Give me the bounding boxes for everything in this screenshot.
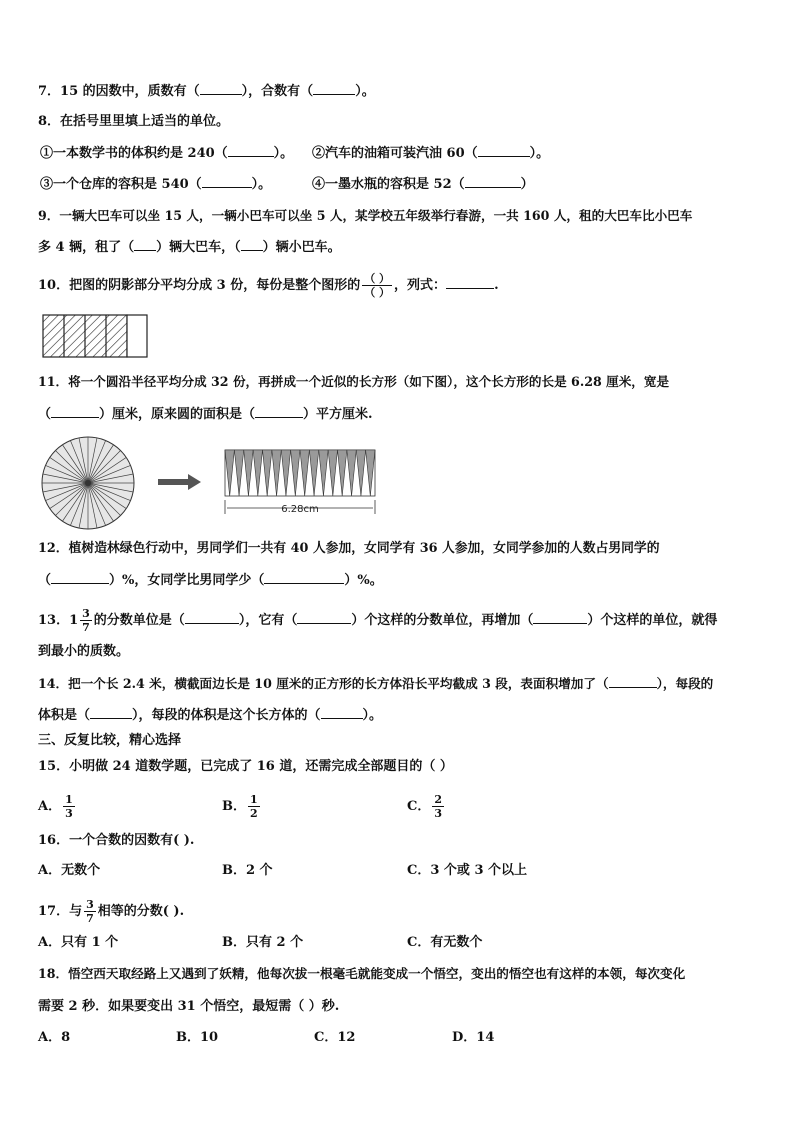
fraction-numerator: 3: [82, 607, 90, 620]
q17-option-a[interactable]: A．只有 1 个: [38, 935, 119, 950]
q13-text: ），它有（: [238, 613, 298, 628]
q9-line1: 9．一辆大巴车可以坐 15 人，一辆小巴车可以坐 5 人，某学校五年级举行春游，一共 160 人，租的大巴车比小巴车: [38, 208, 693, 223]
fraction-denominator: 3: [434, 807, 443, 820]
q9-text: ）辆大巴车，（: [156, 240, 241, 255]
question-17: [38, 898, 184, 925]
q18-option-b[interactable]: B．10: [176, 1030, 219, 1045]
answer-blank[interactable]: [609, 675, 657, 688]
option-label: B．: [222, 799, 246, 814]
answer-blank[interactable]: [297, 611, 351, 624]
fraction: [84, 898, 96, 925]
q11-line1: 11．将一个圆沿半径平均分成 32 份，再拼成一个近似的长方形（如下图），这个长方形的长是 6.28 厘米，宽是: [38, 374, 670, 389]
answer-blank[interactable]: [255, 405, 303, 418]
q18-option-d[interactable]: D．14: [452, 1030, 495, 1045]
q15-option-c[interactable]: [407, 793, 446, 820]
q18-option-a[interactable]: A．8: [38, 1030, 71, 1045]
q8-item-1: [40, 144, 293, 163]
q10-stem: 10．把图的阴影部分平均分成 3 份，每份是整个图形的: [38, 278, 361, 293]
question-10: [38, 272, 499, 299]
q14-line1: [38, 675, 713, 693]
rearranged-rectangle-figure: [222, 448, 378, 520]
fraction-numerator: （ ）: [364, 272, 391, 285]
q11-text: ）平方厘米.: [303, 407, 373, 422]
q17-option-c[interactable]: C．有无数个: [407, 935, 483, 950]
q16-option-c[interactable]: C．3 个或 3 个以上: [407, 863, 528, 878]
q14-text: ），每段的: [656, 676, 714, 691]
q11-text: ）厘米，原来圆的面积是（: [99, 407, 256, 422]
right-arrow-icon: [158, 474, 202, 490]
answer-blank[interactable]: [264, 571, 344, 584]
q15-option-b[interactable]: [222, 793, 262, 820]
q17-prefix: 17．与: [38, 904, 83, 919]
circle-sectors-figure: [36, 435, 140, 531]
q8-item-text: ④一墨水瓶的容积是 52（: [312, 177, 465, 192]
answer-blank[interactable]: [241, 238, 263, 251]
q8-item-2: [312, 144, 549, 163]
q18-line1: 18．悟空西天取经路上又遇到了妖精，他每次拔一根毫毛就能变成一个悟空，变出的悟空也有这样的本领，每次变化: [38, 966, 686, 981]
answer-blank[interactable]: [465, 175, 521, 188]
answer-blank[interactable]: [533, 611, 587, 624]
q18-line2: 需要 2 秒．如果要变出 31 个悟空，最短需（ ）秒.: [38, 999, 340, 1014]
q16-option-b[interactable]: B．2 个: [222, 863, 273, 878]
q12-text: ）%，女同学比男同学少（: [109, 573, 265, 588]
q7-end: ）。: [355, 84, 375, 99]
fraction-denominator: 3: [65, 807, 73, 820]
q18-option-c[interactable]: C．12: [314, 1030, 356, 1045]
answer-blank[interactable]: [228, 144, 274, 157]
q12-text: ）%。: [344, 573, 383, 588]
fraction-numerator: 2: [434, 793, 443, 806]
option-fraction: [248, 793, 260, 820]
answer-blank[interactable]: [478, 144, 530, 157]
fraction-numerator: 1: [250, 793, 258, 806]
question-13: [38, 607, 717, 634]
q16-option-a[interactable]: A．无数个: [38, 863, 101, 878]
fraction-numerator: 3: [86, 898, 94, 911]
option-fraction: [432, 793, 444, 820]
q12-line2: [38, 571, 383, 590]
q7-mid: ），合数有（: [241, 84, 314, 99]
fraction-numerator: 1: [65, 793, 73, 806]
q17-option-b[interactable]: B．只有 2 个: [222, 935, 304, 950]
answer-blank[interactable]: [313, 82, 355, 95]
answer-blank[interactable]: [51, 571, 109, 584]
q8-item-4: [312, 175, 534, 194]
q9-text: 多 4 辆，租了（: [38, 240, 135, 255]
q12-line1: 12．植树造林绿色行动中，男同学们一共有 40 人参加，女同学有 36 人参加，女同学参加的人数占男同学的: [38, 541, 660, 556]
question-8-title: 8．在括号里里填上适当的单位。: [38, 114, 230, 129]
answer-blank[interactable]: [321, 706, 363, 719]
q7-stem: 7．15 的因数中，质数有（: [38, 84, 200, 99]
q14-text: ）。: [362, 708, 383, 723]
q8-item-text: ②汽车的油箱可装汽油 60（: [312, 146, 478, 161]
q8-item-3: [40, 175, 271, 194]
answer-blank[interactable]: [90, 706, 132, 719]
q8-item-end: ）。: [529, 146, 550, 161]
q12-text: （: [38, 573, 52, 588]
answer-blank[interactable]: [202, 175, 252, 188]
q14-text: 14．把一个长 2.4 米，横截面边长是 10 厘米的正方形的长方体沿长平均截成 3 段，表面积增加了（: [38, 676, 609, 691]
q17-end: 相等的分数( ).: [97, 904, 185, 919]
answer-blank[interactable]: [134, 238, 156, 251]
q10-end: ，列式：: [394, 278, 447, 293]
q13-prefix: 13．1: [38, 613, 79, 628]
q16-stem: 16．一个合数的因数有( ).: [38, 833, 195, 848]
fraction-denominator: （ ）: [364, 286, 391, 299]
q11-text: （: [38, 407, 52, 422]
answer-blank[interactable]: [446, 276, 494, 289]
answer-blank[interactable]: [51, 405, 99, 418]
fraction-denominator: 7: [82, 621, 90, 634]
q8-item-text: ③一个仓库的容积是 540（: [40, 177, 202, 192]
q14-line2: [38, 706, 382, 725]
q14-text: 体积是（: [38, 708, 91, 723]
length-label: 6.28cm: [281, 504, 319, 515]
shaded-rectangle-figure: [42, 314, 148, 358]
section-heading: 三、反复比较，精心选择: [38, 733, 182, 748]
q11-line2: [38, 405, 373, 424]
option-fraction: [63, 793, 75, 820]
q15-option-a[interactable]: [38, 793, 77, 820]
q10-tail: .: [494, 278, 499, 293]
q8-item-end: ）: [520, 177, 534, 192]
q8-item-text: ①一本数学书的体积约是 240（: [40, 146, 228, 161]
fraction-blank[interactable]: [362, 272, 392, 299]
option-label: A．: [38, 799, 62, 814]
answer-blank[interactable]: [185, 611, 239, 624]
q13-text: ）个这样的分数单位，再增加（: [351, 613, 534, 628]
q9-line2: [38, 238, 341, 257]
q8-item-end: ）。: [273, 146, 294, 161]
question-7: [38, 82, 375, 101]
q15-stem: 15．小明做 24 道数学题，已完成了 16 道，还需完成全部题目的（ ）: [38, 759, 453, 774]
q13-text: 的分数单位是（: [93, 613, 185, 628]
q14-text: ），每段的体积是这个长方体的（: [132, 708, 321, 723]
answer-blank[interactable]: [200, 82, 242, 95]
q8-item-end: ）。: [251, 177, 272, 192]
q13-line2: 到最小的质数。: [38, 644, 130, 659]
fraction-denominator: 7: [86, 912, 94, 925]
q9-text: ）辆小巴车。: [262, 240, 341, 255]
mixed-fraction: [80, 607, 92, 634]
q13-text: ）个这样的单位，就得: [587, 613, 718, 628]
fraction-denominator: 2: [250, 807, 258, 820]
option-label: C．: [407, 799, 431, 814]
